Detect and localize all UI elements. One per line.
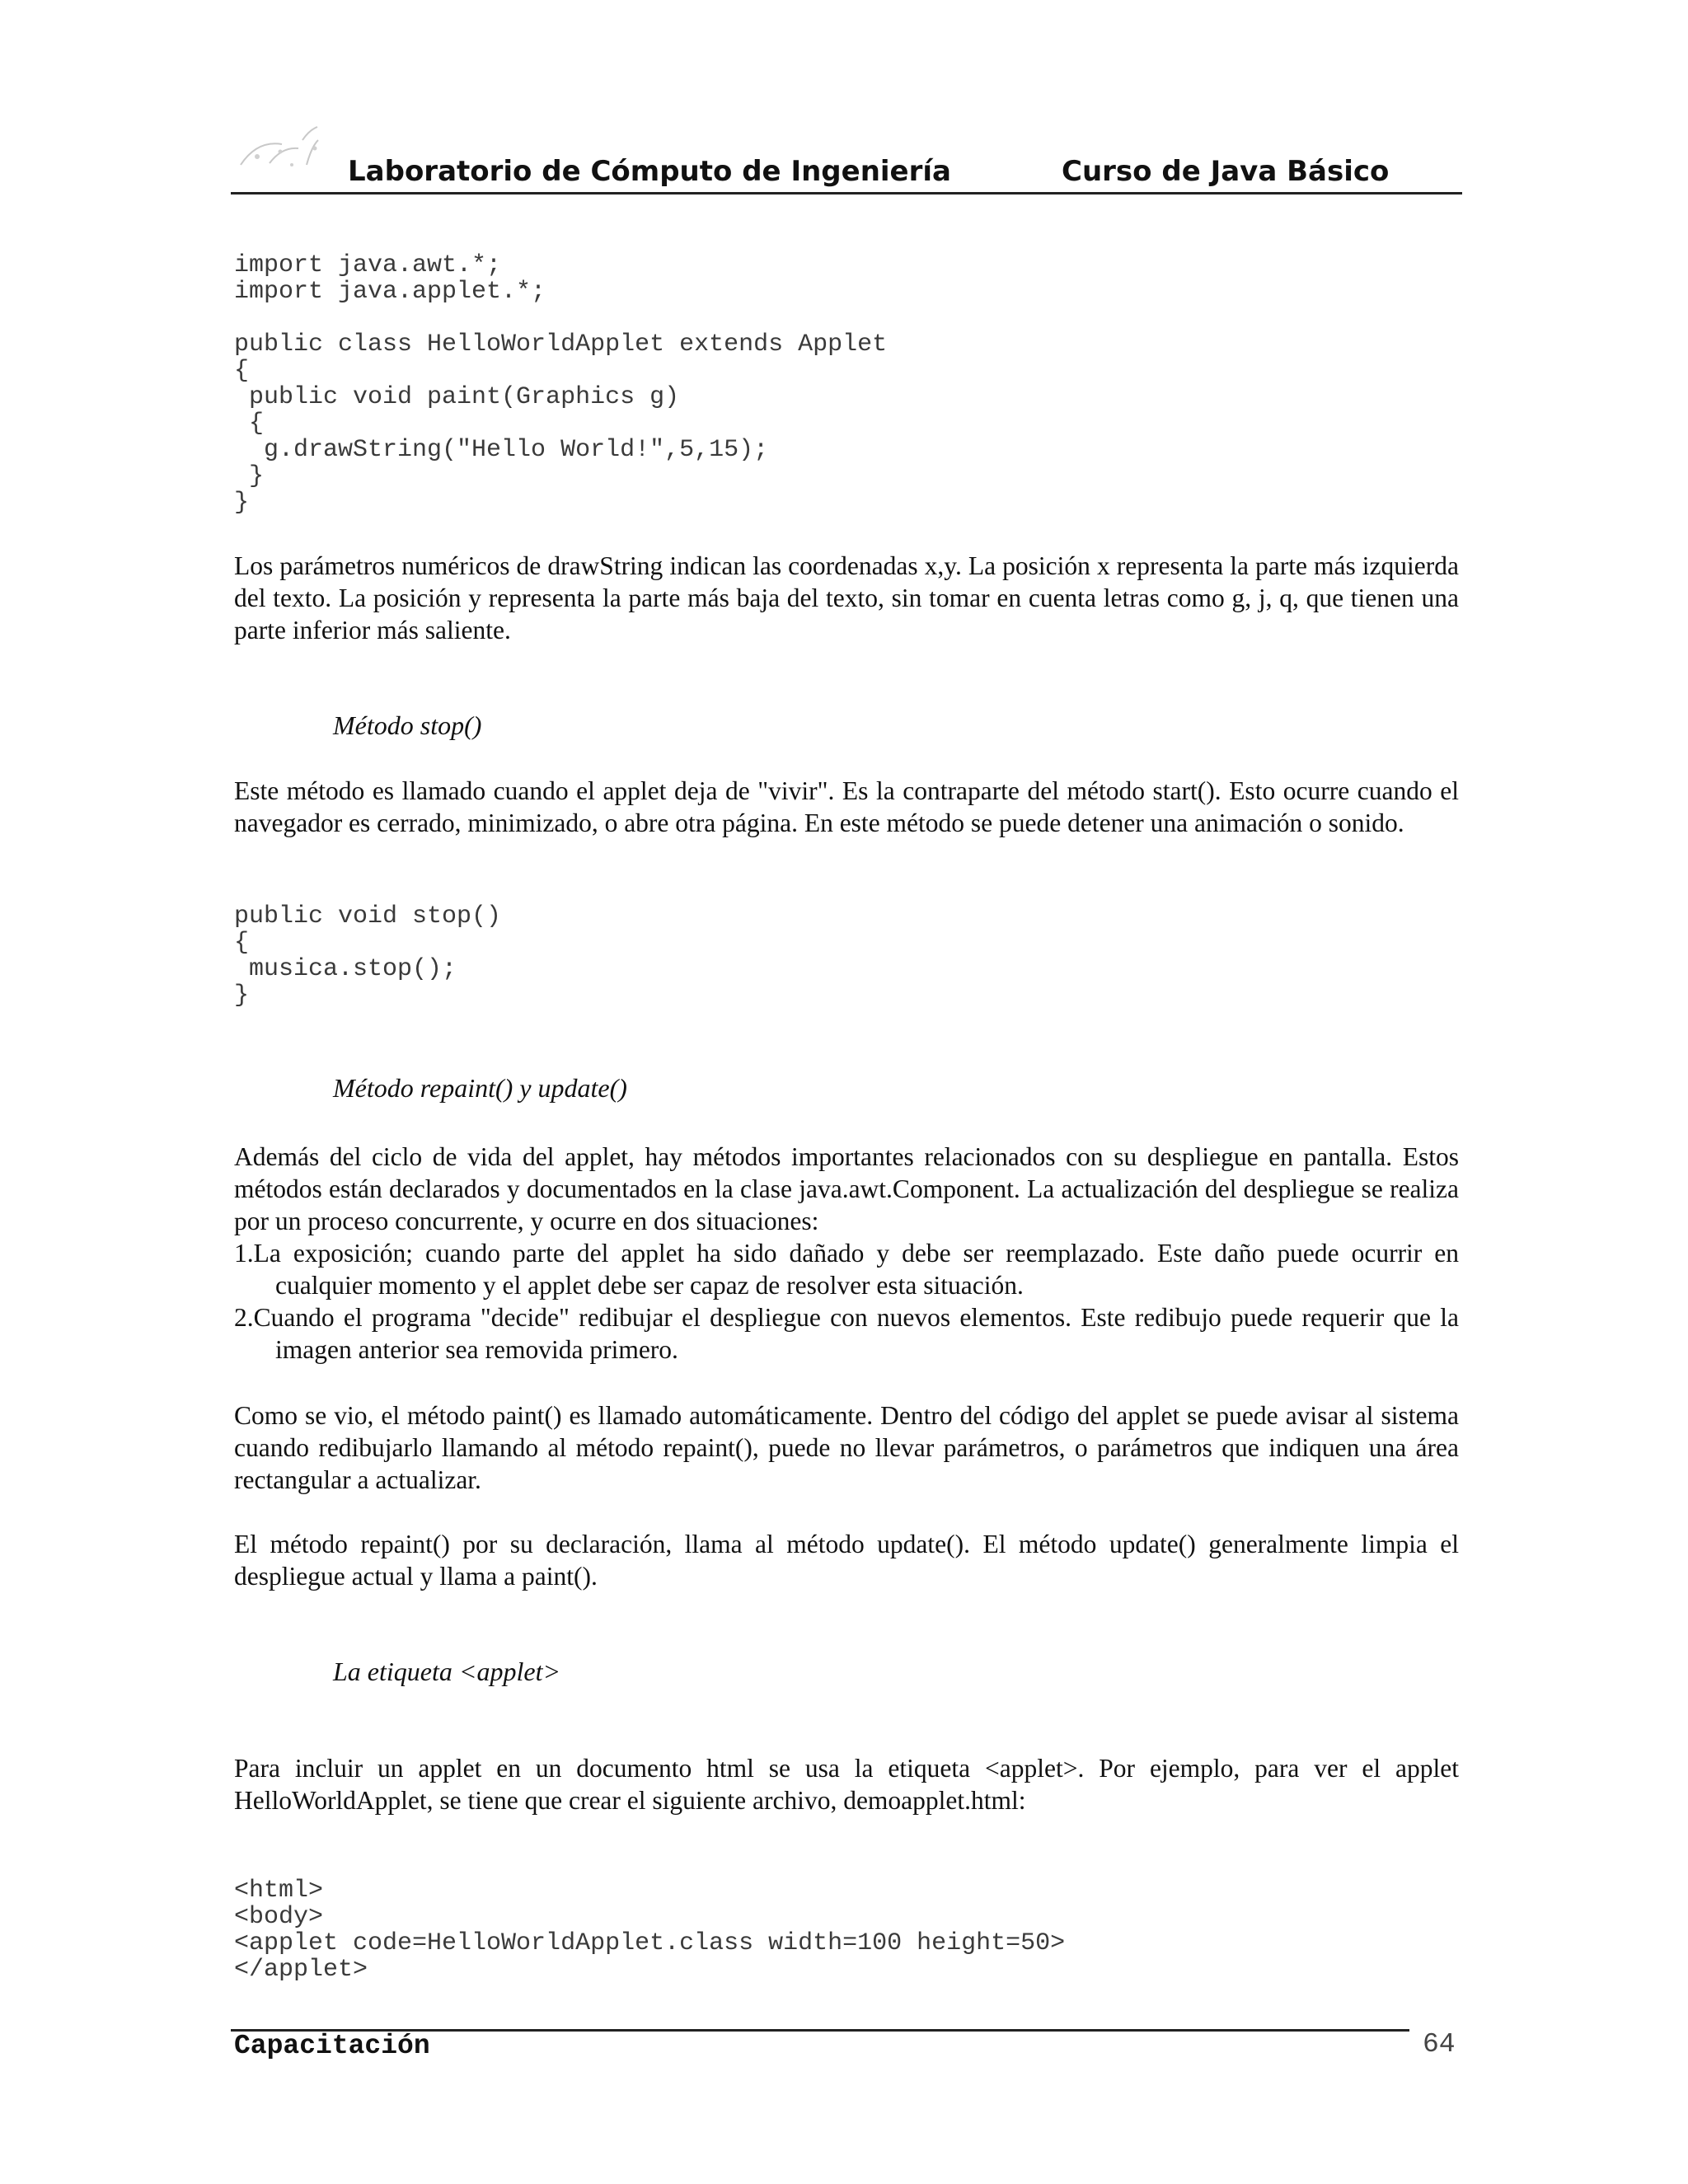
situations-list — [234, 1237, 1459, 1366]
header-rule — [231, 192, 1462, 194]
header-course: Curso de Java Básico — [1062, 155, 1390, 188]
list-item: 1.La exposición; cuando parte del applet ha sido dañado y debe ser reemplazado. Este daño puede ocurrir en cualquier momento y el applet debe ser capaz de resolver esta situación. — [234, 1239, 1459, 1300]
paragraph-repaint: Además del ciclo de vida del applet, hay métodos importantes relacionados con su despliegue en pantalla. Estos métodos están declarados y documentados en la clase java.awt.Component. La actualización del despliegue se realiza por un proceso concurrente, y ocurre en dos situaciones: — [234, 1142, 1459, 1235]
heading-applet-tag: La etiqueta <applet> — [333, 1657, 561, 1686]
page-number: 64 — [1423, 2029, 1456, 2060]
paragraph-drawstring: Los parámetros numéricos de drawString indican las coordenadas x,y. La posición x representa la parte más izquierda del texto. La posición y representa la parte más baja del texto, sin tomar en cuenta letras como g, j, q, que tienen una parte inferior más saliente. — [234, 551, 1459, 644]
code-block-stop: public void stop() { musica.stop(); } — [234, 902, 502, 1010]
paragraph-applet-tag: Para incluir un applet en un documento html se usa la etiqueta <applet>. Por ejemplo, para ver el applet HelloWorldApplet, se tiene que crear el siguiente archivo, demoapplet.html: — [234, 1754, 1459, 1815]
heading-repaint-update: Método repaint() y update() — [333, 1073, 627, 1103]
code-block-html: <html> <body> <applet code=HelloWorldApplet.class width=100 height=50> </applet> — [234, 1877, 1066, 1984]
paragraph-stop: Este método es llamado cuando el applet deja de "vivir". Es la contraparte del método start(). Esto ocurre cuando el navegador es cerrado, minimizado, o abre otra página. En este método se puede detener una animación o sonido. — [234, 776, 1459, 837]
faded-logo-icon — [224, 115, 340, 185]
list-item: 2.Cuando el programa "decide" redibujar el despliegue con nuevos elementos. Este redibujo puede requerir que la imagen anterior sea removida primero. — [234, 1303, 1459, 1364]
header-title: Laboratorio de Cómputo de Ingeniería — [348, 155, 951, 188]
paragraph-update: El método repaint() por su declaración, llama al método update(). El método update() generalmente limpia el despliegue actual y llama a paint(). — [234, 1530, 1459, 1591]
heading-stop: Método stop() — [333, 710, 482, 740]
code-block-helloworld: import java.awt.*; import java.applet.*; public class HelloWorldApplet extends Applet { public void paint(Graphics g) { g.drawString("Hello World!",5,15); } } — [234, 251, 888, 517]
paragraph-paint: Como se vio, el método paint() es llamado automáticamente. Dentro del código del applet se puede avisar al sistema cuando redibujarlo llamando al método repaint(), puede no llevar parámetros, o parámetros que indiquen una área rectangular a actualizar. — [234, 1401, 1459, 1494]
footer-label: Capacitación — [234, 2031, 430, 2061]
